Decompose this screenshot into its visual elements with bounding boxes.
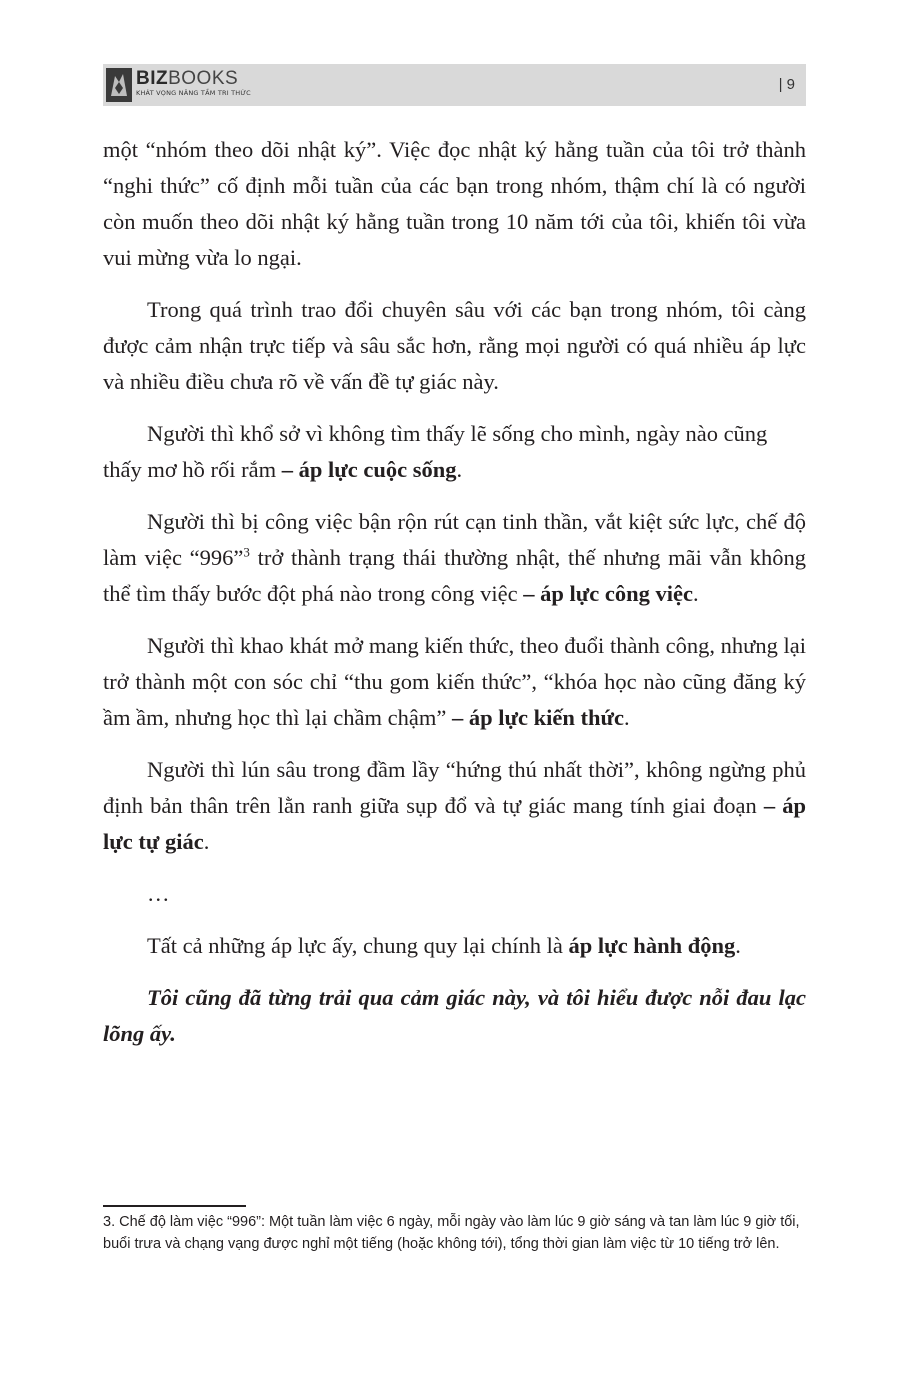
paragraph-4-text2: trở thành trạng thái thường nhật, thế nhưng mãi vẫn không thể tìm thấy bước đột phá nào trong công việc	[103, 545, 806, 606]
paragraph-8-text: Tất cả những áp lực ấy, chung quy lại chính là	[147, 933, 569, 958]
paragraph-8-end: .	[735, 933, 741, 958]
paragraph-1: một “nhóm theo dõi nhật ký”. Việc đọc nhật ký hằng tuần của tôi trở thành “nghi thức” cố định mỗi tuần của các bạn trong nhóm, thậm chí là có người còn muốn theo dõi nhật ký hằng tuần trong 10 năm tới của tôi, khiến tôi vừa vui mừng vừa lo ngại.	[103, 137, 806, 270]
paragraph-8	[103, 928, 806, 964]
bizbooks-logo-icon	[106, 68, 132, 102]
paragraph-ellipsis: …	[147, 881, 170, 906]
footnote-divider	[103, 1205, 246, 1207]
paragraph-5	[103, 628, 806, 736]
body-text	[103, 132, 806, 1068]
brand-name-light: BOOKS	[168, 68, 239, 89]
paragraph-9-italic: Tôi cũng đã từng trải qua cảm giác này, và tôi hiểu được nỗi đau lạc lõng ấy.	[103, 985, 806, 1046]
paragraph-4-text: Người thì bị công việc bận rộn rút cạn tinh thần, vắt kiệt sức lực, chế độ làm việc “996”	[103, 509, 806, 570]
paragraph-6-bold: – áp lực tự giác	[103, 793, 806, 854]
brand-logo	[136, 69, 251, 97]
paragraph-5-text: Người thì khao khát mở mang kiến thức, theo đuổi thành công, nhưng lại trở thành một con sóc chỉ “thu gom kiến thức”, “khóa học nào cũng đăng ký ầm ầm, nhưng học thì lại chầm chậm”	[103, 633, 806, 730]
paragraph-4-bold: – áp lực công việc	[523, 581, 693, 606]
brand-name	[136, 69, 251, 88]
brand-name-bold: BIZ	[136, 68, 169, 89]
paragraph-4	[103, 504, 806, 612]
paragraph-3-bold: – áp lực cuộc sống	[281, 457, 457, 482]
paragraph-2: Trong quá trình trao đổi chuyên sâu với các bạn trong nhóm, tôi càng được cảm nhận trực tiếp và sâu sắc hơn, rằng mọi người có quá nhiều áp lực và nhiều điều chưa rõ về vấn đề tự giác này.	[103, 297, 806, 394]
footnote-ref[interactable]: 3	[243, 544, 250, 560]
page-number: | 9	[778, 76, 795, 93]
paragraph-3	[103, 416, 806, 488]
paragraph-6	[103, 752, 806, 860]
paragraph-8-bold: áp lực hành động	[568, 933, 736, 958]
paragraph-3-end: .	[456, 457, 463, 482]
brand-tagline: KHÁT VỌNG NÂNG TẦM TRI THỨC	[136, 89, 251, 97]
paragraph-6-end: .	[203, 829, 210, 854]
footnote: 3. Chế độ làm việc “996”: Một tuần làm việc 6 ngày, mỗi ngày vào làm lúc 9 giờ sáng và tan làm lúc 9 giờ tối, buổi trưa và chạng vạng được nghỉ một tiếng (hoặc không tới), tổng thời gian làm việc từ 10 tiếng trở lên.	[103, 1214, 800, 1252]
paragraph-3-text: Người thì khổ sở vì không tìm thấy lẽ sống cho mình, ngày nào cũng thấy mơ hồ rối rắm	[103, 421, 768, 482]
paragraph-5-bold: – áp lực kiến thức	[451, 705, 624, 730]
paragraph-5-end: .	[623, 705, 630, 730]
paragraph-4-end: .	[692, 581, 699, 606]
paragraph-6-text: Người thì lún sâu trong đầm lầy “hứng thú nhất thời”, không ngừng phủ định bản thân trên lằn ranh giữa sụp đổ và tự giác mang tính giai đoạn	[103, 757, 806, 818]
